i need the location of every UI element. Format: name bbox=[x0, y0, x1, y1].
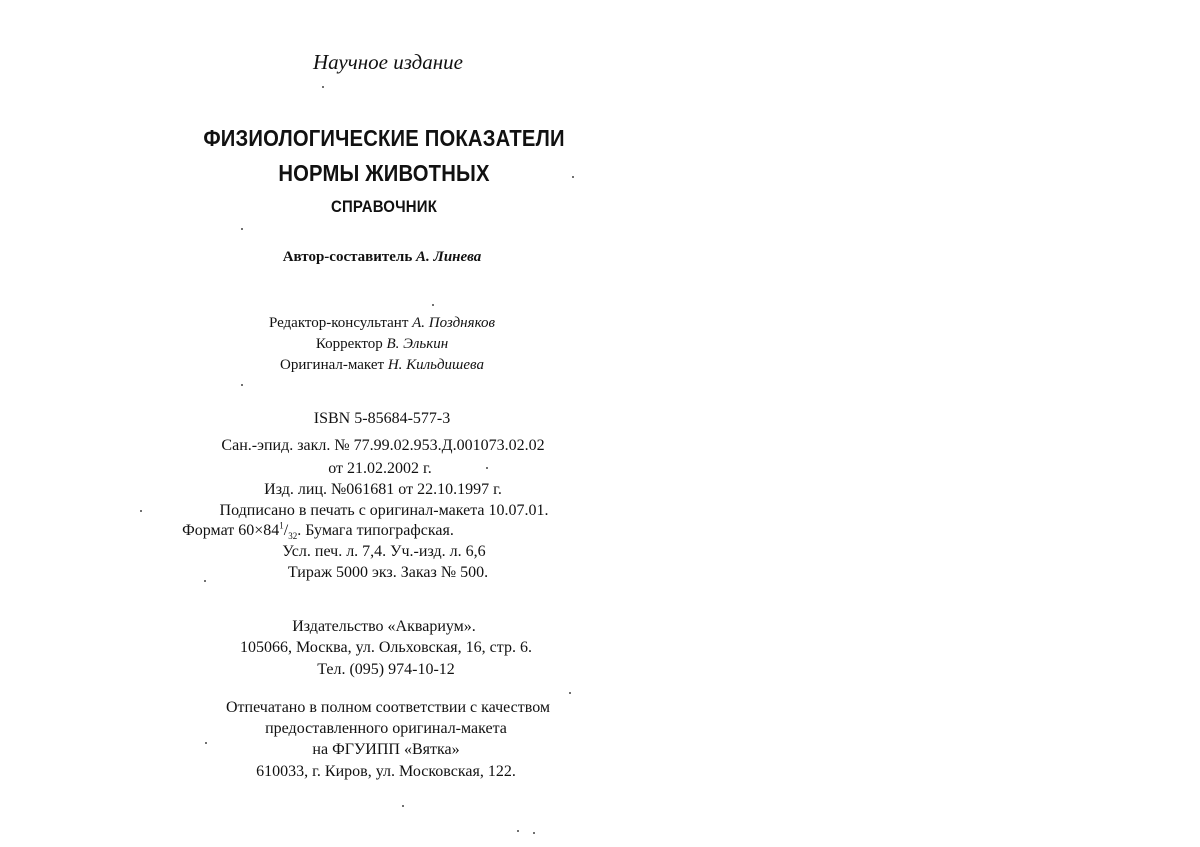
printed-sheets: Усл. печ. л. 7,4. Уч.-изд. л. 6,6 bbox=[282, 543, 486, 560]
scan-speck bbox=[241, 228, 243, 230]
subtitle: СПРАВОЧНИК bbox=[330, 197, 438, 216]
isbn: ISBN 5-85684-577-3 bbox=[313, 410, 451, 427]
staff-role: Корректор bbox=[315, 336, 383, 352]
scan-speck bbox=[322, 86, 324, 88]
staff-name: Н. Кильдишева bbox=[387, 357, 484, 373]
scan-speck bbox=[432, 304, 434, 306]
author-name: А. Линева bbox=[416, 249, 482, 265]
publisher-name: Издательство «Аквариум». bbox=[292, 618, 476, 635]
format-denominator: 32 bbox=[288, 531, 298, 542]
title-line-1: ФИЗИОЛОГИЧЕСКИЕ ПОКАЗАТЕЛИ bbox=[203, 125, 565, 151]
series-label: Научное издание bbox=[313, 50, 463, 74]
scan-speck bbox=[204, 580, 206, 582]
publisher-phone: Тел. (095) 974-10-12 bbox=[317, 661, 455, 678]
staff-role: Оригинал-макет bbox=[280, 357, 385, 373]
printer-line-2: предоставленного оригинал-макета bbox=[265, 720, 507, 737]
format-prefix: Формат 60×84 bbox=[182, 522, 280, 539]
sanitary-date: от 21.02.2002 г. bbox=[328, 460, 432, 477]
scan-speck bbox=[572, 176, 574, 178]
scan-speck bbox=[402, 805, 404, 807]
scan-speck bbox=[241, 384, 243, 386]
staff-role: Редактор-консультант bbox=[268, 315, 409, 331]
printer-line-1: Отпечатано в полном соответствии с качеством bbox=[225, 699, 551, 716]
scan-speck bbox=[205, 742, 207, 744]
publisher-address: 105066, Москва, ул. Ольховская, 16, стр. 6. bbox=[240, 639, 532, 656]
license: Изд. лиц. №061681 от 22.10.1997 г. bbox=[264, 481, 502, 498]
staff-corrector bbox=[316, 337, 448, 352]
scan-speck bbox=[533, 832, 535, 834]
format-numerator: 1 bbox=[279, 520, 284, 531]
format: Формат $60\times 84^1/_{32}$. Бумага типографская. bbox=[182, 520, 454, 542]
scan-speck bbox=[569, 692, 571, 694]
print-run: Тираж 5000 экз. Заказ № 500. bbox=[287, 564, 489, 581]
scan-speck bbox=[140, 510, 142, 512]
staff-name: А. Поздняков bbox=[412, 315, 496, 331]
printer-line-3: на ФГУИПП «Вятка» bbox=[312, 741, 460, 758]
title-line-2: НОРМЫ ЖИВОТНЫХ bbox=[278, 160, 490, 186]
staff-name: В. Элькин bbox=[386, 336, 449, 352]
printer-line-4: 610033, г. Киров, ул. Московская, 122. bbox=[256, 763, 516, 780]
staff-editor bbox=[269, 316, 495, 331]
sanitary-conclusion: Сан.-эпид. закл. № 77.99.02.953.Д.001073.02.02 bbox=[221, 437, 545, 454]
author-role: Автор-составитель bbox=[282, 249, 413, 265]
staff-layout bbox=[280, 358, 484, 373]
scan-speck bbox=[517, 830, 519, 832]
signed-to-print: Подписано в печать с оригинал-макета 10.07.01. bbox=[219, 502, 549, 519]
scan-speck bbox=[486, 467, 488, 469]
author-line bbox=[283, 250, 482, 265]
format-suffix: . Бумага типографская. bbox=[297, 522, 454, 539]
